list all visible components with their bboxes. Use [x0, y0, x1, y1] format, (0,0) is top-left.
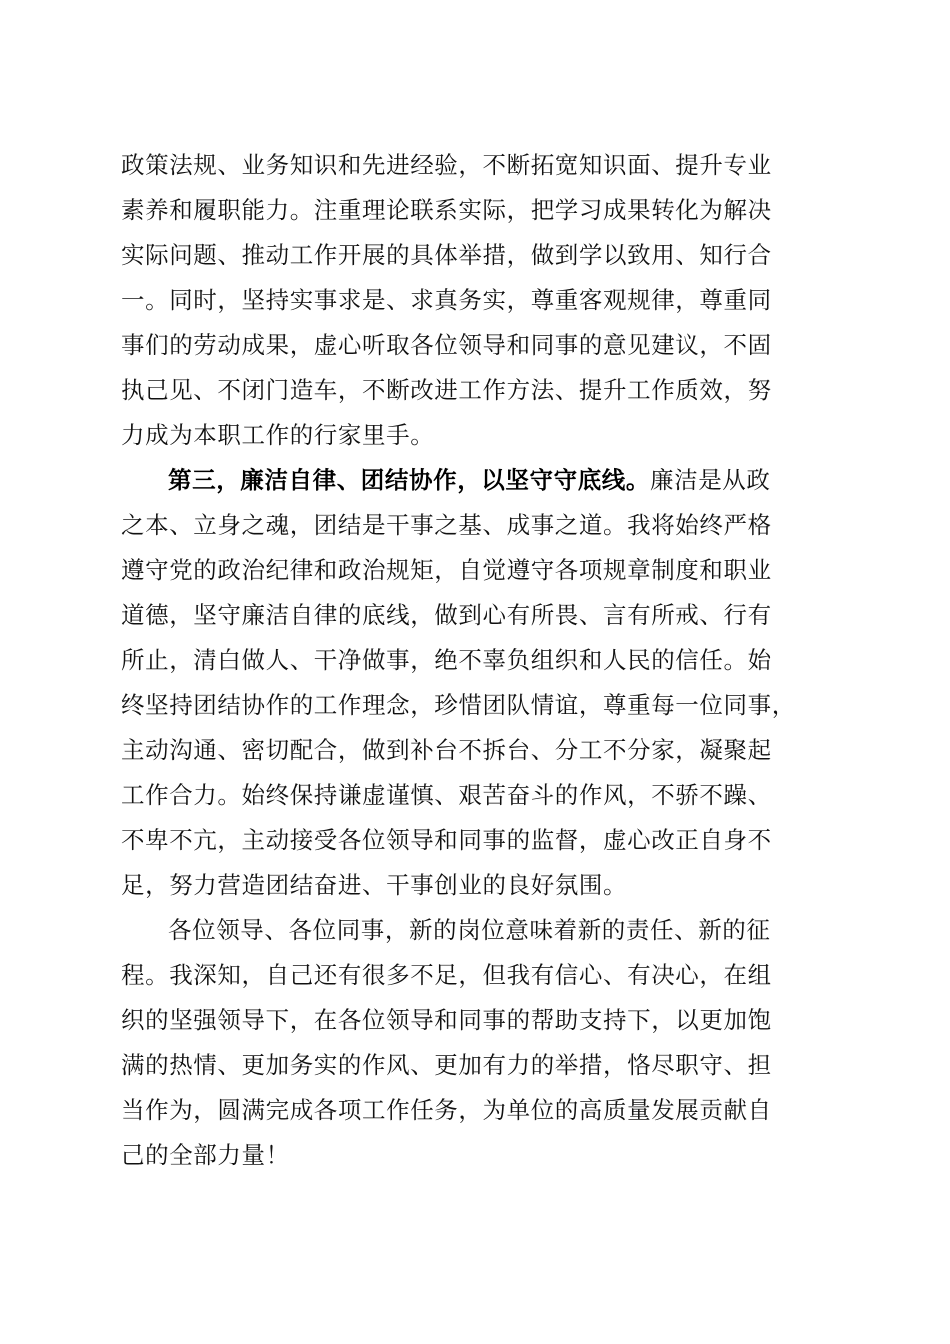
body-line: 力成为本职工作的行家里手。 [121, 421, 435, 449]
body-line: 不卑不亢，主动接受各位领导和同事的监督，虚心改正自身不 [121, 826, 772, 854]
body-line: 执己见、不闭门造车，不断改进工作方法、提升工作质效，努 [121, 376, 772, 404]
body-line: 素养和履职能力。注重理论联系实际，把学习成果转化为解决 [121, 196, 772, 224]
body-line: 工作合力。始终保持谦虚谨慎、艰苦奋斗的作风，不骄不躁、 [121, 781, 772, 809]
closing-first-line: 各位领导、各位同事，新的岗位意味着新的责任、新的征 [168, 916, 771, 944]
section-3-heading: 第三，廉洁自律、团结协作，以坚守守底线。 [168, 466, 650, 494]
body-line: 之本、立身之魂，团结是干事之基、成事之道。我将始终严格 [121, 511, 772, 539]
body-line: 织的坚强领导下，在各位领导和同事的帮助支持下，以更加饱 [121, 1006, 772, 1034]
section-3-first-line [168, 461, 831, 495]
body-line: 事们的劳动成果，虚心听取各位领导和同事的意见建议，不固 [121, 331, 772, 359]
section-3-line-rest: 廉洁是从政 [650, 466, 771, 494]
body-line: 一。同时，坚持实事求是、求真务实，尊重客观规律，尊重同 [121, 286, 772, 314]
body-line: 程。我深知，自己还有很多不足，但我有信心、有决心，在组 [121, 961, 772, 989]
body-line: 遵守党的政治纪律和政治规矩，自觉遵守各项规章制度和职业 [121, 556, 772, 584]
body-line: 主动沟通、密切配合，做到补台不拆台、分工不分家，凝聚起 [121, 736, 772, 764]
body-line: 实际问题、推动工作开展的具体举措，做到学以致用、知行合 [121, 241, 772, 269]
body-line: 终坚持团结协作的工作理念，珍惜团队情谊，尊重每一位同事， [121, 691, 796, 719]
body-line: 己的全部力量！ [121, 1141, 290, 1169]
body-line: 满的热情、更加务实的作风、更加有力的举措，恪尽职守、担 [121, 1051, 772, 1079]
body-line: 当作为，圆满完成各项工作任务，为单位的高质量发展贡献自 [121, 1096, 772, 1124]
body-line: 道德，坚守廉洁自律的底线，做到心有所畏、言有所戒、行有 [121, 601, 772, 629]
body-line: 政策法规、业务知识和先进经验，不断拓宽知识面、提升专业 [121, 151, 772, 179]
body-line: 足，努力营造团结奋进、干事创业的良好氛围。 [121, 871, 628, 899]
body-line: 所止，清白做人、干净做事，绝不辜负组织和人民的信任。始 [121, 646, 772, 674]
